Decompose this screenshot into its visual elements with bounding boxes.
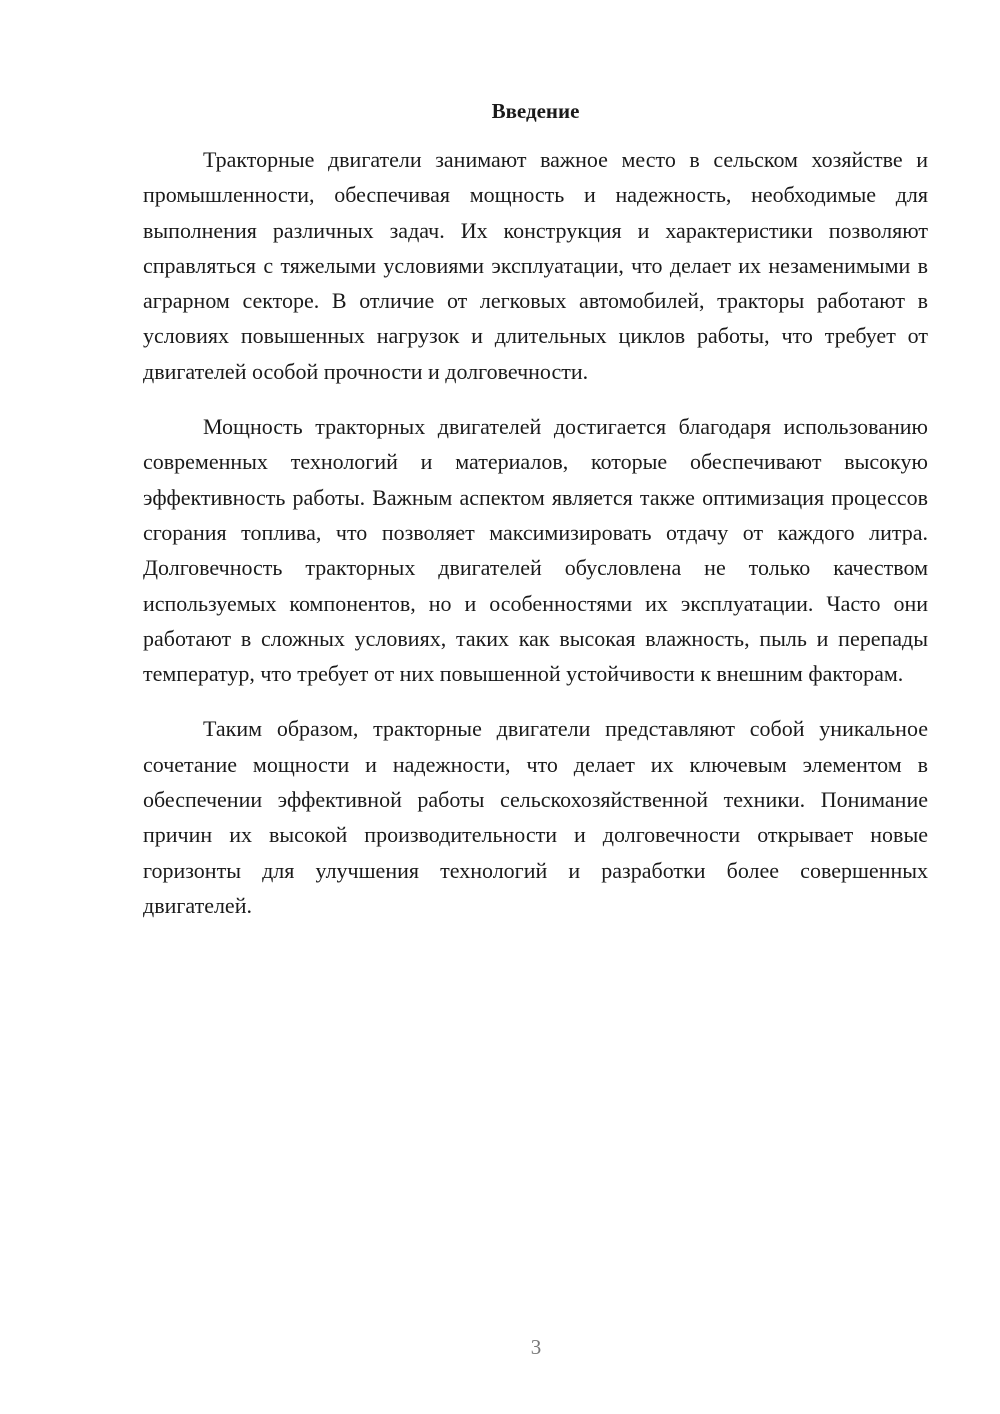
- body-text: [143, 142, 928, 943]
- section-heading: Введение: [491, 99, 580, 123]
- paragraph-3: Таким образом, тракторные двигатели представляют собой уникальное сочетание мощности и надежности, что делает их ключевым элементом в обеспечении эффективной работы сельскохозяйственной техники. Понимание причин их высокой производительности и долговечности открывает новые горизонты для улучшения технологий и разработки более совершенных двигателей.: [143, 716, 928, 918]
- paragraph-2: Мощность тракторных двигателей достигается благодаря использованию современных технологий и материалов, которые обеспечивают высокую эффективность работы. Важным аспектом является также оптимизация процессов сгорания топлива, что позволяет максимизировать отдачу от каждого литра. Долговечность тракторных двигателей обусловлена не только качеством используемых компонентов, но и особенностями их эксплуатации. Часто они работают в сложных условиях, таких как высокая влажность, пыль и перепады температур, что требует от них повышенной устойчивости к внешним факторам.: [143, 414, 928, 687]
- paragraph-1: Тракторные двигатели занимают важное место в сельском хозяйстве и промышленности, обеспечивая мощность и надежность, необходимые для выполнения различных задач. Их конструкция и характеристики позволяют справляться с тяжелыми условиями эксплуатации, что делает их незаменимыми в аграрном секторе. В отличие от легковых автомобилей, тракторы работают в условиях повышенных нагрузок и длительных циклов работы, что требует от двигателей особой прочности и долговечности.: [143, 147, 928, 384]
- page-number: 3: [530, 1335, 542, 1359]
